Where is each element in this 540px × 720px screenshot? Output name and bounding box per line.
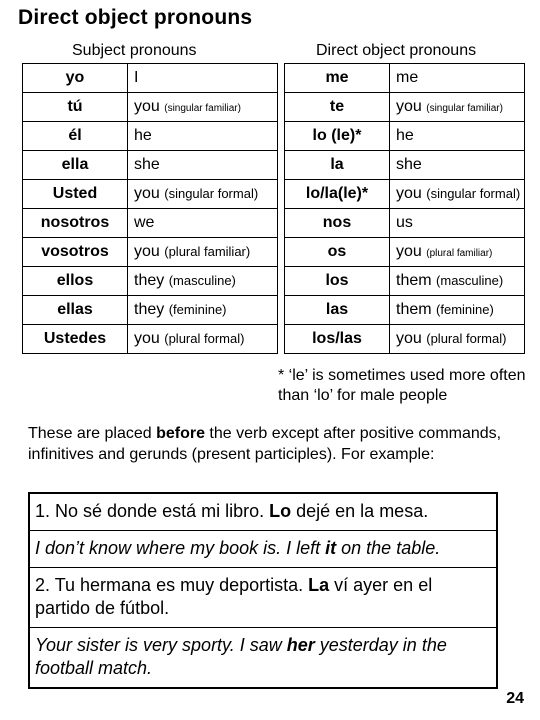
footnote: * ‘le’ is sometimes used more often than ‘lo’ for male people (278, 367, 526, 404)
english-pronoun: you (134, 98, 160, 115)
table-row (23, 151, 278, 180)
english-translation (390, 180, 525, 209)
spanish-pronoun: nos (285, 209, 390, 238)
example-pronoun: her (286, 635, 315, 655)
usage-note: (singular familiar) (164, 103, 241, 114)
spanish-pronoun: las (285, 296, 390, 325)
subject-pronouns-body (23, 64, 278, 354)
example-english (30, 628, 496, 687)
table-row (285, 325, 525, 354)
spanish-pronoun: vosotros (23, 238, 128, 267)
intro-bold-word: before (156, 425, 205, 442)
example-english (30, 531, 496, 568)
table-row (23, 238, 278, 267)
english-pronoun: us (396, 214, 413, 231)
table-row (285, 238, 525, 267)
english-pronoun: you (396, 185, 422, 202)
english-pronoun: you (396, 330, 422, 347)
spanish-pronoun: los (285, 267, 390, 296)
usage-note: (masculine) (436, 273, 504, 288)
english-translation (390, 122, 525, 151)
table-row (23, 209, 278, 238)
english-pronoun: she (396, 156, 422, 173)
english-pronoun: you (134, 243, 160, 260)
english-translation (128, 64, 278, 93)
example-pronoun: La (308, 575, 330, 595)
table-row (285, 122, 525, 151)
table-row (23, 296, 278, 325)
spanish-pronoun: los/las (285, 325, 390, 354)
spanish-pronoun: tú (23, 93, 128, 122)
english-translation (128, 122, 278, 151)
usage-note: (singular formal) (426, 186, 521, 201)
usage-note: (plural familiar) (164, 244, 251, 259)
english-translation (128, 238, 278, 267)
spanish-pronoun: me (285, 64, 390, 93)
usage-note: (feminine) (168, 302, 227, 317)
usage-note: (singular formal) (164, 186, 259, 201)
examples-box (28, 492, 498, 689)
spanish-pronoun: la (285, 151, 390, 180)
spanish-pronoun: yo (23, 64, 128, 93)
table-row (285, 180, 525, 209)
spanish-pronoun: te (285, 93, 390, 122)
english-translation (128, 267, 278, 296)
intro-paragraph (28, 423, 528, 465)
table-row (23, 180, 278, 209)
example-pronoun: it (325, 538, 337, 558)
english-pronoun: you (396, 98, 422, 115)
usage-note: (masculine) (168, 273, 236, 288)
english-translation (128, 209, 278, 238)
table-row (23, 325, 278, 354)
english-pronoun: you (134, 330, 160, 347)
usage-note: (plural formal) (164, 331, 245, 346)
english-pronoun: you (396, 243, 422, 260)
english-translation (390, 325, 525, 354)
english-translation (390, 93, 525, 122)
table-row (285, 267, 525, 296)
english-translation (128, 180, 278, 209)
english-translation (128, 325, 278, 354)
english-pronoun: they (134, 301, 165, 318)
spanish-pronoun: os (285, 238, 390, 267)
example-text-before: Your sister is very sporty. I saw (35, 635, 287, 655)
page-number: 24 (506, 690, 524, 707)
example-spanish (30, 494, 496, 531)
english-translation (390, 64, 525, 93)
usage-note: (singular familiar) (426, 103, 503, 114)
english-translation (128, 93, 278, 122)
english-translation (128, 296, 278, 325)
english-pronoun: they (134, 272, 165, 289)
intro-text-before: These are placed (28, 425, 157, 442)
english-pronoun: I (134, 69, 139, 86)
spanish-pronoun: ellos (23, 267, 128, 296)
english-pronoun: them (396, 301, 432, 318)
subject-pronouns-caption: Subject pronouns (72, 42, 197, 59)
english-pronoun: he (134, 127, 152, 144)
english-pronoun: we (134, 214, 155, 231)
spanish-pronoun: Ustedes (23, 325, 128, 354)
english-pronoun: you (134, 185, 160, 202)
spanish-pronoun: él (23, 122, 128, 151)
example-spanish (30, 568, 496, 628)
table-row (285, 296, 525, 325)
table-row (23, 122, 278, 151)
english-pronoun: she (134, 156, 160, 173)
example-text-before: 1. No sé donde está mi libro. (35, 501, 270, 521)
english-pronoun: them (396, 272, 432, 289)
spanish-pronoun: lo (le)* (285, 122, 390, 151)
spanish-pronoun: Usted (23, 180, 128, 209)
example-pronoun: Lo (269, 501, 292, 521)
table-row (23, 64, 278, 93)
english-translation (390, 267, 525, 296)
table-row (285, 151, 525, 180)
english-translation (390, 296, 525, 325)
page-title: Direct object pronouns (18, 6, 253, 29)
english-translation (390, 238, 525, 267)
table-row (23, 93, 278, 122)
example-text-after: ví ayer en el partido de fútbol. (35, 575, 433, 618)
usage-note: (plural formal) (426, 331, 507, 346)
usage-note: (feminine) (436, 302, 494, 317)
spanish-pronoun: nosotros (23, 209, 128, 238)
table-row (23, 267, 278, 296)
spanish-pronoun: ella (23, 151, 128, 180)
usage-note: (plural familiar) (426, 248, 493, 259)
english-translation (390, 209, 525, 238)
direct-object-pronouns-caption: Direct object pronouns (316, 42, 477, 59)
intro-text-after: the verb except after positive commands, infinitives and gerunds (present participles). For example: (28, 425, 502, 463)
example-text-after: yesterday in the football match. (35, 635, 447, 678)
example-text-after: on the table. (336, 538, 441, 558)
english-translation (128, 151, 278, 180)
table-row (285, 64, 525, 93)
example-text-before: 2. Tu hermana es muy deportista. (35, 575, 309, 595)
direct-object-pronouns-table (284, 63, 525, 354)
example-text-after: dejé en la mesa. (291, 501, 429, 521)
table-row (285, 209, 525, 238)
spanish-pronoun: lo/la(le)* (285, 180, 390, 209)
spanish-pronoun: ellas (23, 296, 128, 325)
english-translation (390, 151, 525, 180)
example-text-before: I don’t know where my book is. I left (35, 538, 326, 558)
subject-pronouns-table (22, 63, 278, 354)
table-row (285, 93, 525, 122)
english-pronoun: he (396, 127, 414, 144)
english-pronoun: me (396, 69, 419, 86)
direct-object-pronouns-body (285, 64, 525, 354)
